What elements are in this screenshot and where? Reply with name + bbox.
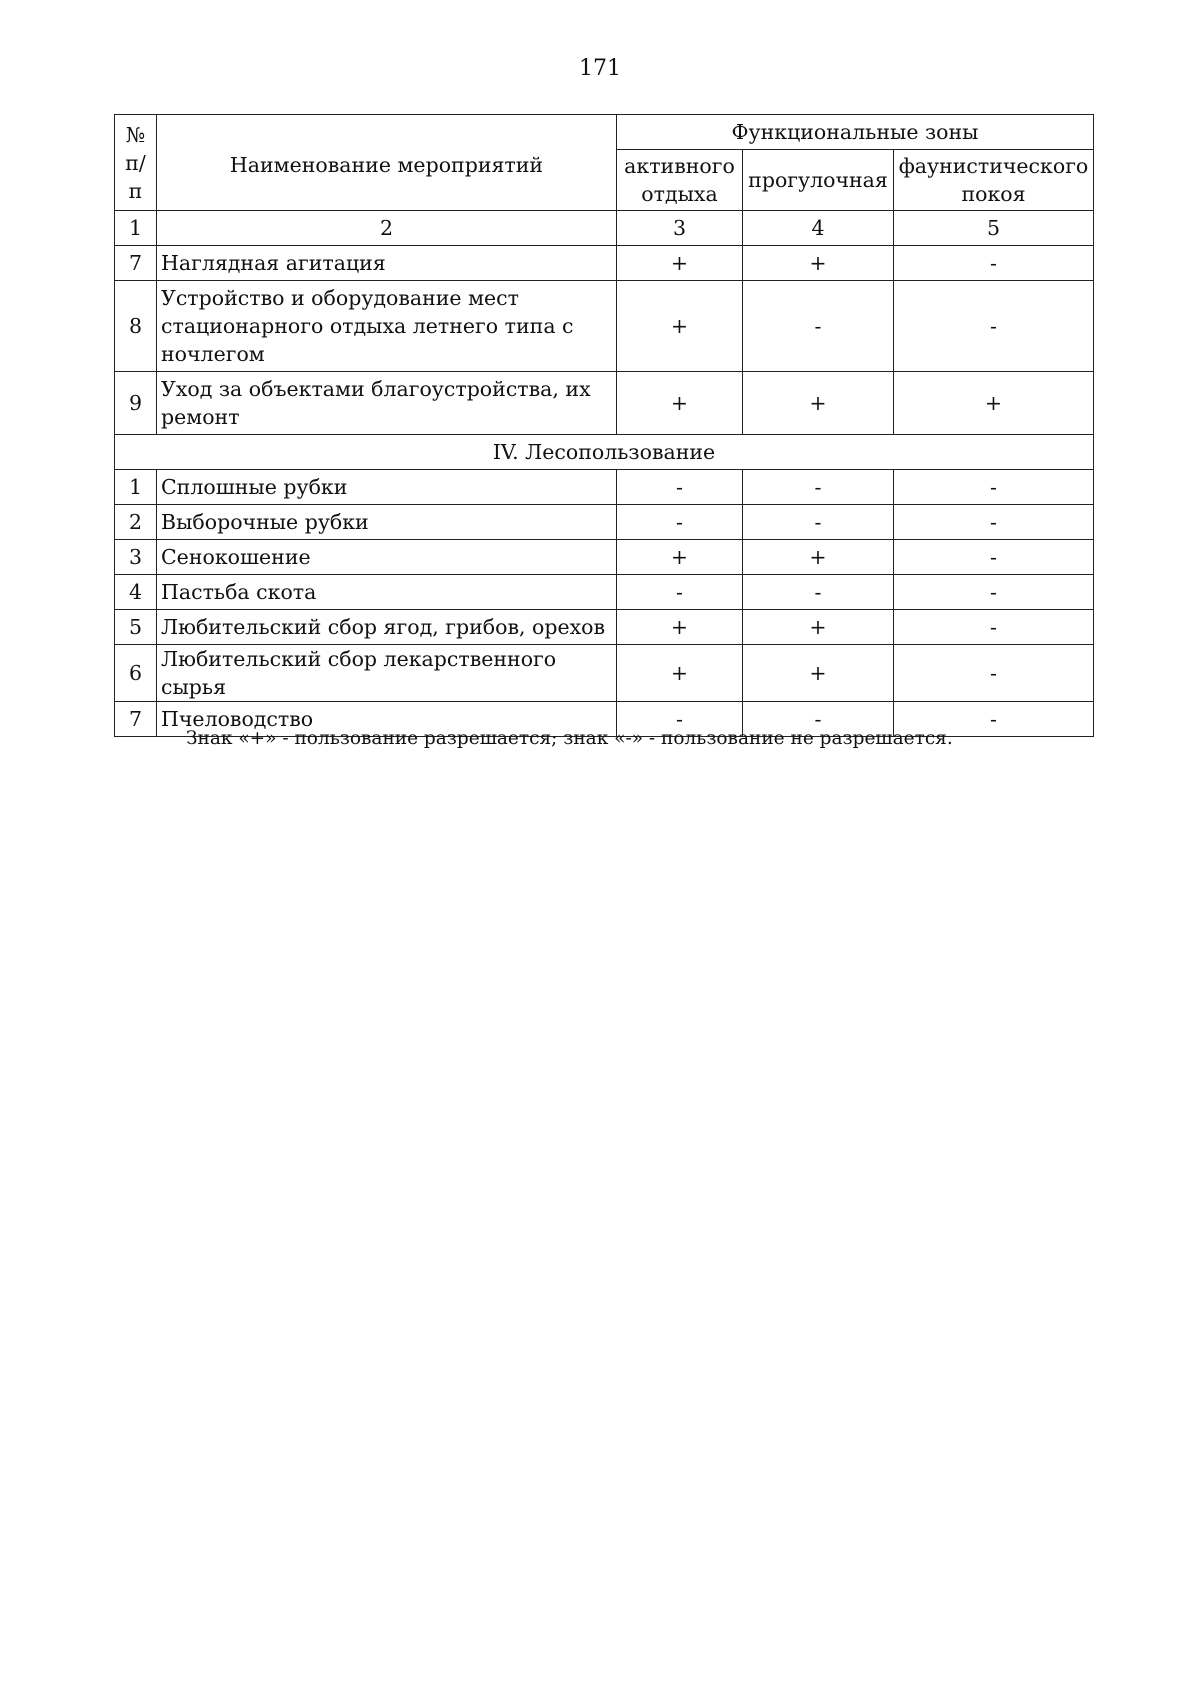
section-row	[115, 435, 1094, 470]
row-name: Любительский сбор ягод, грибов, орехов	[157, 610, 617, 645]
cell-walking: +	[743, 540, 894, 575]
header-zone-walking: прогулочная	[743, 150, 894, 211]
row-number: 8	[115, 281, 157, 372]
cell-active: -	[617, 702, 743, 737]
header-zone-faunal: фаунистического покоя	[894, 150, 1094, 211]
column-number: 1	[115, 211, 157, 246]
cell-faunal: -	[894, 645, 1094, 702]
cell-walking: -	[743, 470, 894, 505]
section-title: IV. Лесопользование	[115, 435, 1094, 470]
row-name: Наглядная агитация	[157, 246, 617, 281]
cell-faunal: -	[894, 540, 1094, 575]
cell-active: -	[617, 470, 743, 505]
row-number: 1	[115, 470, 157, 505]
table-row	[115, 470, 1094, 505]
row-number: 4	[115, 575, 157, 610]
row-number: 5	[115, 610, 157, 645]
row-number: 6	[115, 645, 157, 702]
cell-faunal: -	[894, 505, 1094, 540]
column-number: 3	[617, 211, 743, 246]
header-num: № п/п	[115, 115, 157, 211]
cell-walking: +	[743, 610, 894, 645]
page-number: 171	[579, 56, 621, 81]
column-number: 2	[157, 211, 617, 246]
cell-faunal: -	[894, 246, 1094, 281]
cell-walking: -	[743, 575, 894, 610]
cell-faunal: +	[894, 372, 1094, 435]
row-number: 7	[115, 246, 157, 281]
row-name: Пастьба скота	[157, 575, 617, 610]
cell-active: +	[617, 281, 743, 372]
table-row	[115, 645, 1094, 702]
row-number: 2	[115, 505, 157, 540]
cell-faunal: -	[894, 470, 1094, 505]
cell-active: +	[617, 372, 743, 435]
row-name: Выборочные рубки	[157, 505, 617, 540]
header-zone-active: активного отдыха	[617, 150, 743, 211]
cell-active: +	[617, 610, 743, 645]
cell-active: +	[617, 540, 743, 575]
cell-active: +	[617, 645, 743, 702]
column-numbers-row	[115, 211, 1094, 246]
cell-walking: +	[743, 372, 894, 435]
cell-walking: -	[743, 281, 894, 372]
table-row	[115, 281, 1094, 372]
cell-active: +	[617, 246, 743, 281]
functional-zones-table	[114, 114, 1094, 737]
header-name: Наименование мероприятий	[157, 115, 617, 211]
cell-faunal: -	[894, 610, 1094, 645]
table-row	[115, 575, 1094, 610]
cell-faunal: -	[894, 702, 1094, 737]
footnote: Знак «+» - пользование разрешается; знак «-» - пользование не разрешается.	[186, 728, 953, 749]
table-row	[115, 505, 1094, 540]
cell-active: -	[617, 505, 743, 540]
row-name: Сплошные рубки	[157, 470, 617, 505]
row-name: Любительский сбор лекарственного сырья	[157, 645, 617, 702]
table-row	[115, 610, 1094, 645]
row-name: Пчеловодство	[157, 702, 617, 737]
table-row	[115, 246, 1094, 281]
cell-faunal: -	[894, 281, 1094, 372]
table-row	[115, 540, 1094, 575]
row-number: 9	[115, 372, 157, 435]
row-number: 7	[115, 702, 157, 737]
row-name: Уход за объектами благоустройства, их ремонт	[157, 372, 617, 435]
row-name: Сенокошение	[157, 540, 617, 575]
row-number: 3	[115, 540, 157, 575]
cell-walking: -	[743, 702, 894, 737]
header-zones-group: Функциональные зоны	[617, 115, 1094, 150]
cell-walking: +	[743, 645, 894, 702]
cell-active: -	[617, 575, 743, 610]
cell-faunal: -	[894, 575, 1094, 610]
table-header-row	[115, 115, 1094, 150]
cell-walking: +	[743, 246, 894, 281]
column-number: 4	[743, 211, 894, 246]
table-row	[115, 372, 1094, 435]
cell-walking: -	[743, 505, 894, 540]
row-name: Устройство и оборудование мест стационарного отдыха летнего типа с ночлегом	[157, 281, 617, 372]
column-number: 5	[894, 211, 1094, 246]
